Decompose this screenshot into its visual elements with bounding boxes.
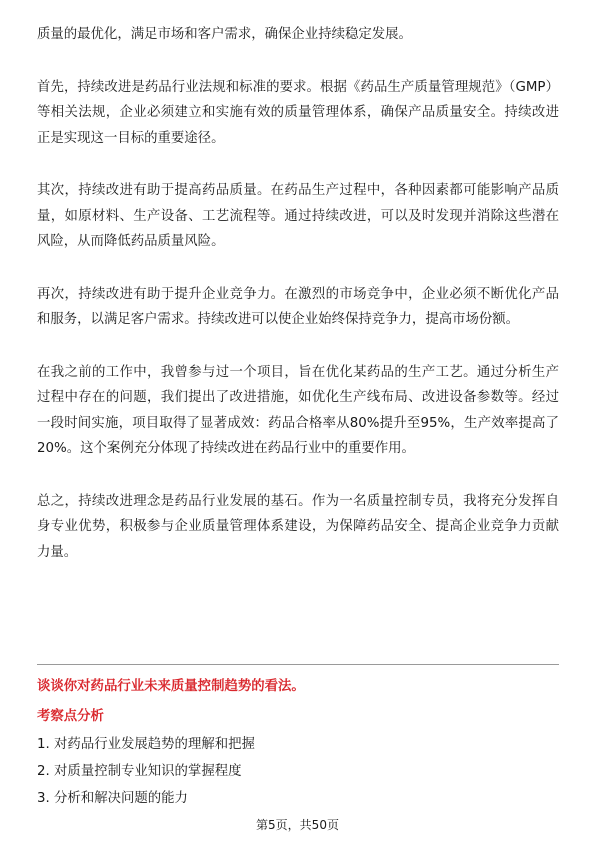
paragraph-conclusion: 总之，持续改进理念是药品行业发展的基石。作为一名质量控制专员，我将充分发挥自身专业优势，积极参与企业质量管理体系建设，为保障药品安全、提高企业竞争力贡献力量。 <box>37 493 559 560</box>
analysis-heading: 考察点分析 <box>37 709 104 724</box>
paragraph-first: 首先，持续改进是药品行业法规和标准的要求。根据《药品生产质量管理规范》（GMP）等相关法规，企业必须建立和实施有效的质量管理体系，确保产品质量安全。持续改进正是实现这一目标的重要途径。 <box>37 79 559 146</box>
analysis-points <box>37 731 255 812</box>
paragraph-second: 其次，持续改进有助于提高药品质量。在药品生产过程中，各种因素都可能影响产品质量，如原材料、生产设备、工艺流程等。通过持续改进，可以及时发现并消除这些潜在风险，从而降低药品质量风险。 <box>37 183 559 249</box>
interview-question: 谈谈你对药品行业未来质量控制趋势的看法。 <box>37 679 305 694</box>
section-divider <box>37 664 559 665</box>
paragraph-example: 在我之前的工作中，我曾参与过一个项目，旨在优化某药品的生产工艺。通过分析生产过程中存在的问题，我们提出了改进措施，如优化生产线布局、改进设备参数等。经过一段时间实施，项目取得了显著成效：药品合格率从80%提升至95%，生产效率提高了20%。这个案例充分体现了持续改进在药品行业中的重要作用。 <box>37 364 559 456</box>
paragraph-third: 再次，持续改进有助于提升企业竞争力。在激烈的市场竞争中，企业必须不断优化产品和服务，以满足客户需求。持续改进可以使企业始终保持竞争力，提高市场份额。 <box>37 286 559 327</box>
list-item: 2. 对质量控制专业知识的掌握程度 <box>37 764 242 779</box>
list-item: 1. 对药品行业发展趋势的理解和把握 <box>37 737 255 752</box>
answer-body <box>37 22 559 565</box>
page-number: 第5页，共50页 <box>256 818 339 832</box>
paragraph-continuation: 质量的最优化，满足市场和客户需求，确保企业持续稳定发展。 <box>37 27 412 42</box>
list-item: 3. 分析和解决问题的能力 <box>37 791 188 806</box>
